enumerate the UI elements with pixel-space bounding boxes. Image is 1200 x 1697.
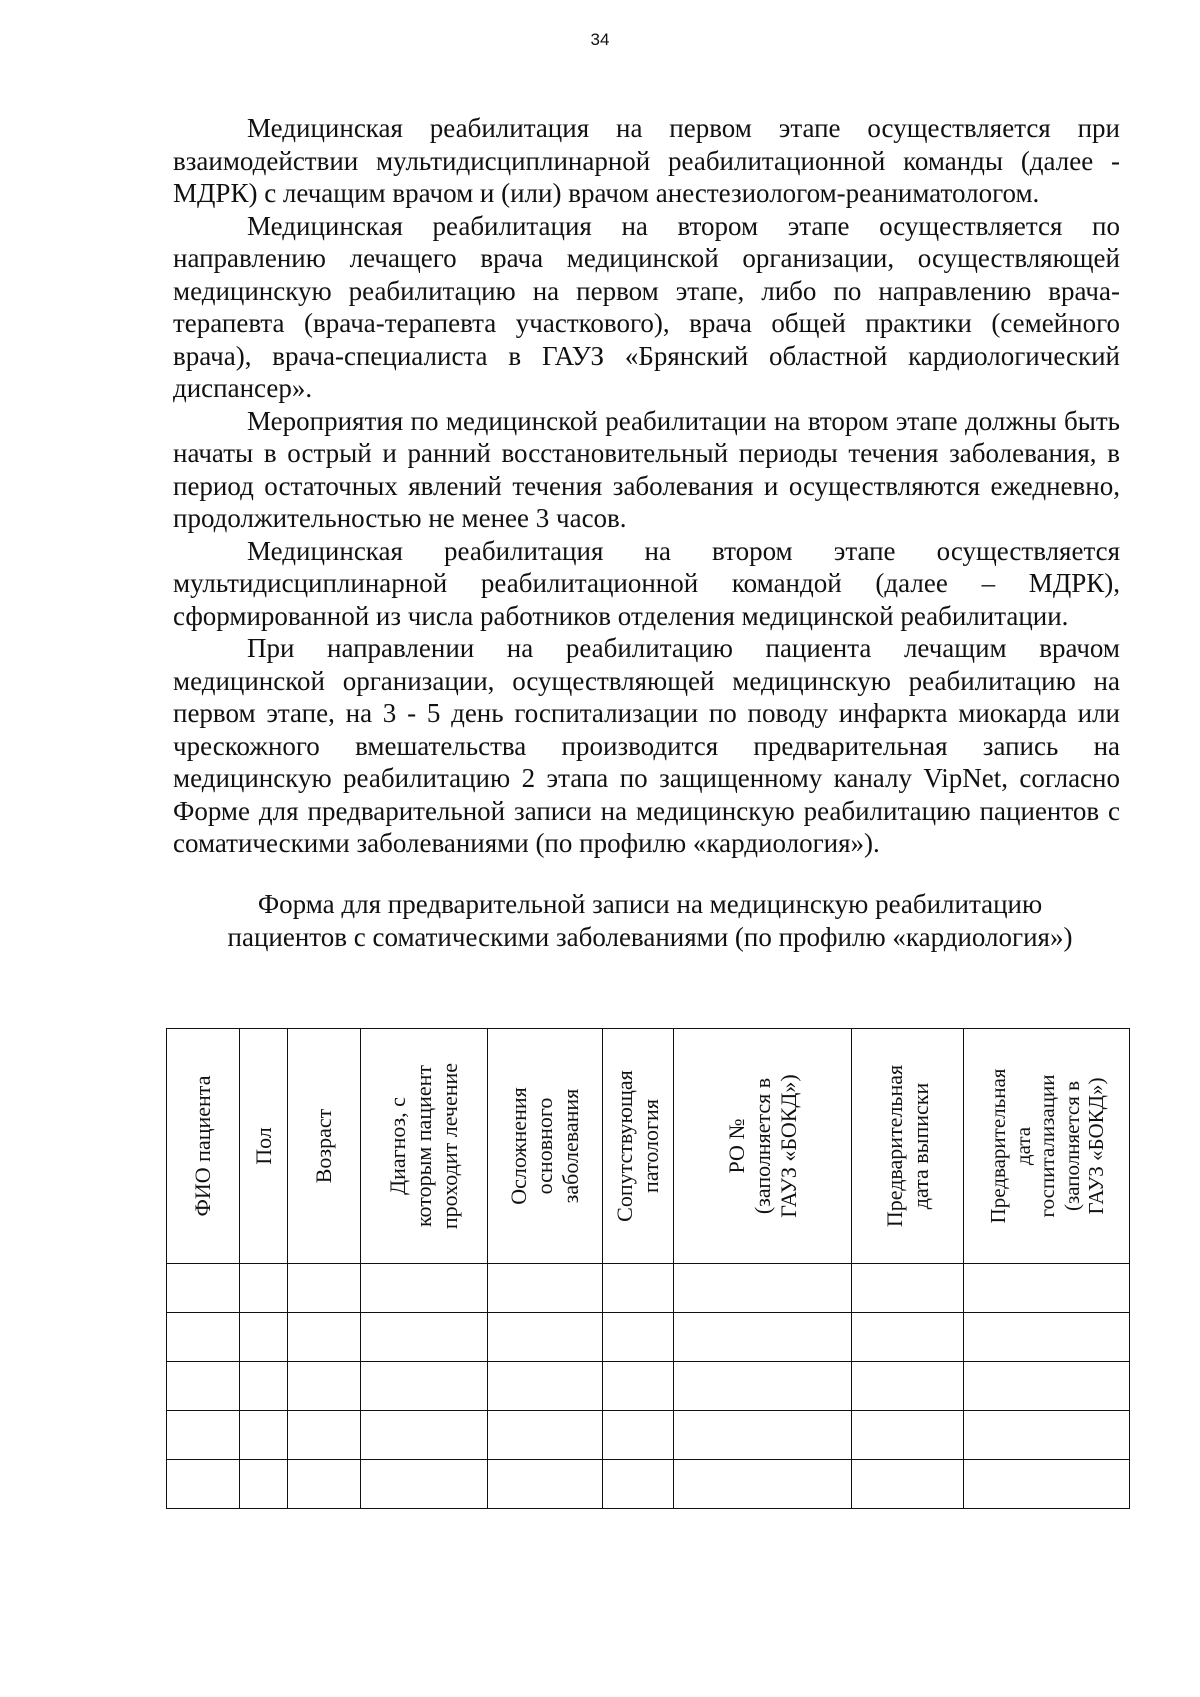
table-cell <box>361 1362 488 1411</box>
table-cell <box>964 1460 1130 1509</box>
table-cell <box>288 1362 361 1411</box>
header-line: Предварительная <box>985 1068 1010 1224</box>
paragraph: Мероприятия по медицинской реабилитации на втором этапе должны быть начаты в острый и ранний восстановительный периоды течения заболевания, в период остаточных явлений течения заболевания и осуществляются ежедневно, продолжительностью не менее 3 часов. <box>173 405 1120 533</box>
table-cell <box>674 1313 852 1362</box>
table-cell <box>674 1460 852 1509</box>
header-line: проходит лечение <box>437 1062 462 1230</box>
table-cell <box>603 1264 674 1313</box>
table-cell <box>240 1362 288 1411</box>
table-cell <box>603 1411 674 1460</box>
table-cell <box>240 1460 288 1509</box>
header-line: (заполняется в <box>1058 1080 1083 1212</box>
table-cell <box>603 1362 674 1411</box>
table-cell <box>964 1264 1130 1313</box>
form-title <box>150 888 1150 954</box>
table-cell <box>488 1264 603 1313</box>
table-cell <box>288 1460 361 1509</box>
table-cell <box>288 1264 361 1313</box>
header-discharge-date <box>852 1029 964 1264</box>
table-cell <box>167 1362 240 1411</box>
table-cell <box>852 1264 964 1313</box>
table-cell <box>488 1411 603 1460</box>
table-row <box>167 1460 1130 1509</box>
header-line: ФИО пациента <box>190 1075 215 1217</box>
table-row <box>167 1362 1130 1411</box>
paragraph: Медицинская реабилитация на первом этапе осуществляется при взаимодействии мультидисциплинарной реабилитационной команды (далее - МДРК) с лечащим врачом и (или) врачом анестезиологом-реаниматологом. <box>173 113 1120 208</box>
header-diagnosis <box>361 1029 488 1264</box>
table-cell <box>964 1362 1130 1411</box>
table-cell <box>288 1411 361 1460</box>
header-comorbidity <box>603 1029 674 1264</box>
table-cell <box>240 1264 288 1313</box>
table-cell <box>674 1264 852 1313</box>
header-sex <box>240 1029 288 1264</box>
table-cell <box>852 1362 964 1411</box>
table-cell <box>964 1313 1130 1362</box>
paragraph: Медицинская реабилитация на втором этапе осуществляется по направлению лечащего врача медицинской организации, осуществляющей медицинскую реабилитацию на первом этапе, либо по направлению врача-терапевта (врача-терапевта участкового), врача общей практики (семейного врача), врача-специалиста в ГАУЗ «Брянский областной кардиологический диспансер». <box>173 210 1120 403</box>
table-row <box>167 1313 1130 1362</box>
paragraph: Медицинская реабилитация на втором этапе осуществляется мультидисциплинарной реабилитационной командой (далее – МДРК), сформированной из числа работников отделения медицинской реабилитации. <box>173 535 1120 631</box>
header-line: (заполняется в <box>749 1077 775 1215</box>
header-line: дата <box>1009 1126 1034 1166</box>
table-header-row <box>167 1029 1130 1264</box>
table-row <box>167 1411 1130 1460</box>
table-cell <box>488 1460 603 1509</box>
header-line: дата выписки <box>907 1082 933 1210</box>
header-line: ГАУЗ «БОКД») <box>775 1074 801 1218</box>
table-cell <box>674 1362 852 1411</box>
table-cell <box>240 1313 288 1362</box>
page-number: 34 <box>590 30 610 49</box>
header-hospitalization-date <box>964 1029 1130 1264</box>
header-line: Возраст <box>311 1108 336 1184</box>
body-text <box>173 112 1120 860</box>
table-cell <box>361 1411 488 1460</box>
header-line: Осложнения <box>506 1087 531 1205</box>
registration-form-table <box>166 1028 1130 1509</box>
header-age <box>288 1029 361 1264</box>
table-cell <box>167 1460 240 1509</box>
table-cell <box>167 1264 240 1313</box>
table-cell <box>488 1313 603 1362</box>
table-cell <box>852 1460 964 1509</box>
form-title-line-1: Форма для предварительной записи на медицинскую реабилитацию <box>257 889 1043 919</box>
table-cell <box>361 1313 488 1362</box>
header-line: Предварительная <box>881 1064 907 1228</box>
table-cell <box>361 1460 488 1509</box>
table-cell <box>288 1313 361 1362</box>
table-cell <box>603 1460 674 1509</box>
table-cell <box>674 1411 852 1460</box>
table-cell <box>361 1264 488 1313</box>
paragraph: При направлении на реабилитацию пациента лечащим врачом медицинской организации, осуществляющей медицинскую реабилитацию на первом этапе, на 3 - 5 день госпитализации по поводу инфаркта миокарда или чрескожного вмешательства производится предварительная запись на медицинскую реабилитацию 2 этапа по защищенному каналу VipNet, согласно Форме для предварительной записи на медицинскую реабилитацию пациентов с соматическими заболеваниями (по профилю «кардиология»). <box>173 633 1120 858</box>
header-line: РО № <box>723 1118 749 1174</box>
table-row <box>167 1264 1130 1313</box>
table-cell <box>167 1411 240 1460</box>
header-ro-number <box>674 1029 852 1264</box>
header-patient-name <box>167 1029 240 1264</box>
table-cell <box>964 1411 1130 1460</box>
header-line: госпитализации <box>1034 1074 1059 1218</box>
table-cell <box>167 1313 240 1362</box>
header-line: Пол <box>250 1127 276 1165</box>
header-line: Диагноз, с <box>385 1097 410 1195</box>
form-title-line-2: пациентов с соматическими заболеваниями (по профилю «кардиология») <box>227 922 1073 952</box>
table-cell <box>852 1411 964 1460</box>
header-line: патология <box>638 1099 663 1193</box>
header-complications <box>488 1029 603 1264</box>
header-line: заболевания <box>558 1088 583 1204</box>
table-cell <box>488 1362 603 1411</box>
header-line: Сопутствующая <box>612 1070 637 1222</box>
header-line: которым пациент <box>411 1064 436 1228</box>
header-line: ГАУЗ «БОКД») <box>1083 1077 1108 1215</box>
table-cell <box>603 1313 674 1362</box>
header-line: основного <box>532 1097 557 1195</box>
table-cell <box>852 1313 964 1362</box>
table-cell <box>240 1411 288 1460</box>
